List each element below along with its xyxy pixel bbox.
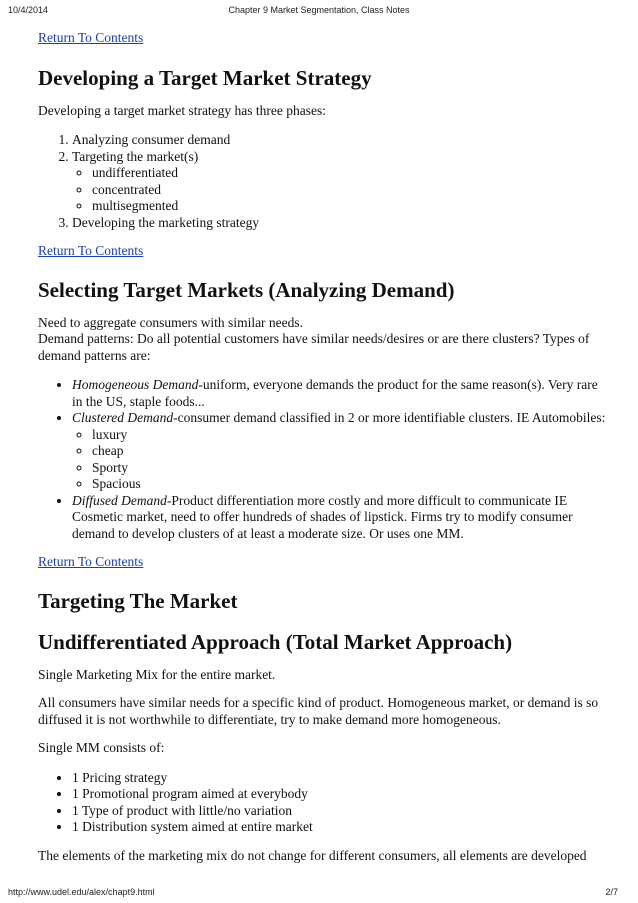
section1-intro: Developing a target market strategy has three phases: (38, 102, 327, 118)
list-item: ◦ undifferentiated (92, 165, 606, 182)
list-item (72, 410, 606, 493)
list-item: 3. Developing the marketing strategy (72, 215, 606, 232)
section3-p2: All consumers have similar needs for a specific kind of product. Homogeneous market, or demand is so diffused it is not worthwhile to differentiate, try to make demand more homogeneous. (38, 695, 599, 727)
print-footer (0, 885, 638, 903)
section3-p1: Single Marketing Mix for the entire market. (38, 666, 276, 682)
return-to-contents-link[interactable]: Return To Contents (38, 554, 144, 569)
list-item (72, 377, 606, 410)
print-header (0, 0, 638, 20)
demand-term: Homogeneous Demand (72, 377, 199, 392)
list-item: • 1 Promotional program aimed at everybody (72, 786, 606, 803)
heading-undifferentiated-approach: Undifferentiated Approach (Total Market Approach) (38, 629, 513, 654)
print-date: 10/4/2014 (8, 5, 49, 15)
list-item: • 1 Pricing strategy (72, 770, 606, 787)
section2-line2: Demand patterns: Do all potential customers have similar needs/desires or are there clusters? Types of demand patterns are: (38, 331, 590, 363)
list-item: ◦ Spacious (92, 476, 606, 493)
document-body (38, 30, 606, 864)
list-item: 1. Analyzing consumer demand (72, 132, 606, 149)
demand-description: -Product differentiation more costly and more difficult to communicate IE Cosmetic market, need to offer hundreds of shades of lipstick. Firms try to modify consumer demand to develop clusters of at least a moderate size. Or uses one MM. (72, 492, 573, 541)
section3-p3: Single MM consists of: (38, 740, 165, 755)
list-item: ◦ concentrated (92, 182, 606, 199)
list-item: • 1 Type of product with little/no variation (72, 803, 606, 820)
demand-term: Clustered Demand (72, 410, 174, 425)
targeting-sublist (72, 165, 606, 215)
heading-selecting-target-markets: Selecting Target Markets (Analyzing Demand) (38, 277, 455, 302)
list-item: ◦ Sporty (92, 460, 606, 477)
list-item: ◦ multisegmented (92, 198, 606, 215)
demand-description: -consumer demand classified in 2 or more identifiable clusters. IE Automobiles: (173, 410, 606, 425)
return-to-contents-link[interactable]: Return To Contents (38, 243, 144, 258)
demand-description: -uniform, everyone demands the product for the same reason(s). Very rare in the US, staple foods... (72, 377, 598, 409)
page-number: 2/7 (605, 887, 618, 897)
list-item (72, 493, 606, 543)
list-item (72, 149, 606, 215)
heading-targeting-the-market: Targeting The Market (38, 588, 238, 613)
demand-term: Diffused Demand (72, 492, 167, 508)
single-mm-list (38, 770, 606, 836)
print-url: http://www.udel.edu/alex/chapt9.html (8, 887, 155, 897)
phases-list (38, 132, 606, 231)
list-item: • 1 Distribution system aimed at entire market (72, 819, 606, 836)
return-to-contents-link[interactable]: Return To Contents (38, 30, 144, 45)
list-item: ◦ luxury (92, 427, 606, 444)
demand-patterns-list (38, 377, 606, 542)
clusters-sublist (72, 427, 606, 493)
heading-target-market-strategy: Developing a Target Market Strategy (38, 65, 372, 90)
list-item-label: Targeting the market(s) (72, 148, 199, 164)
section3-p4: The elements of the marketing mix do not change for different consumers, all elements are developed (38, 847, 587, 863)
print-title: Chapter 9 Market Segmentation, Class Notes (228, 5, 410, 15)
section2-line1: Need to aggregate consumers with similar needs. (38, 314, 304, 330)
list-item: ◦ cheap (92, 443, 606, 460)
